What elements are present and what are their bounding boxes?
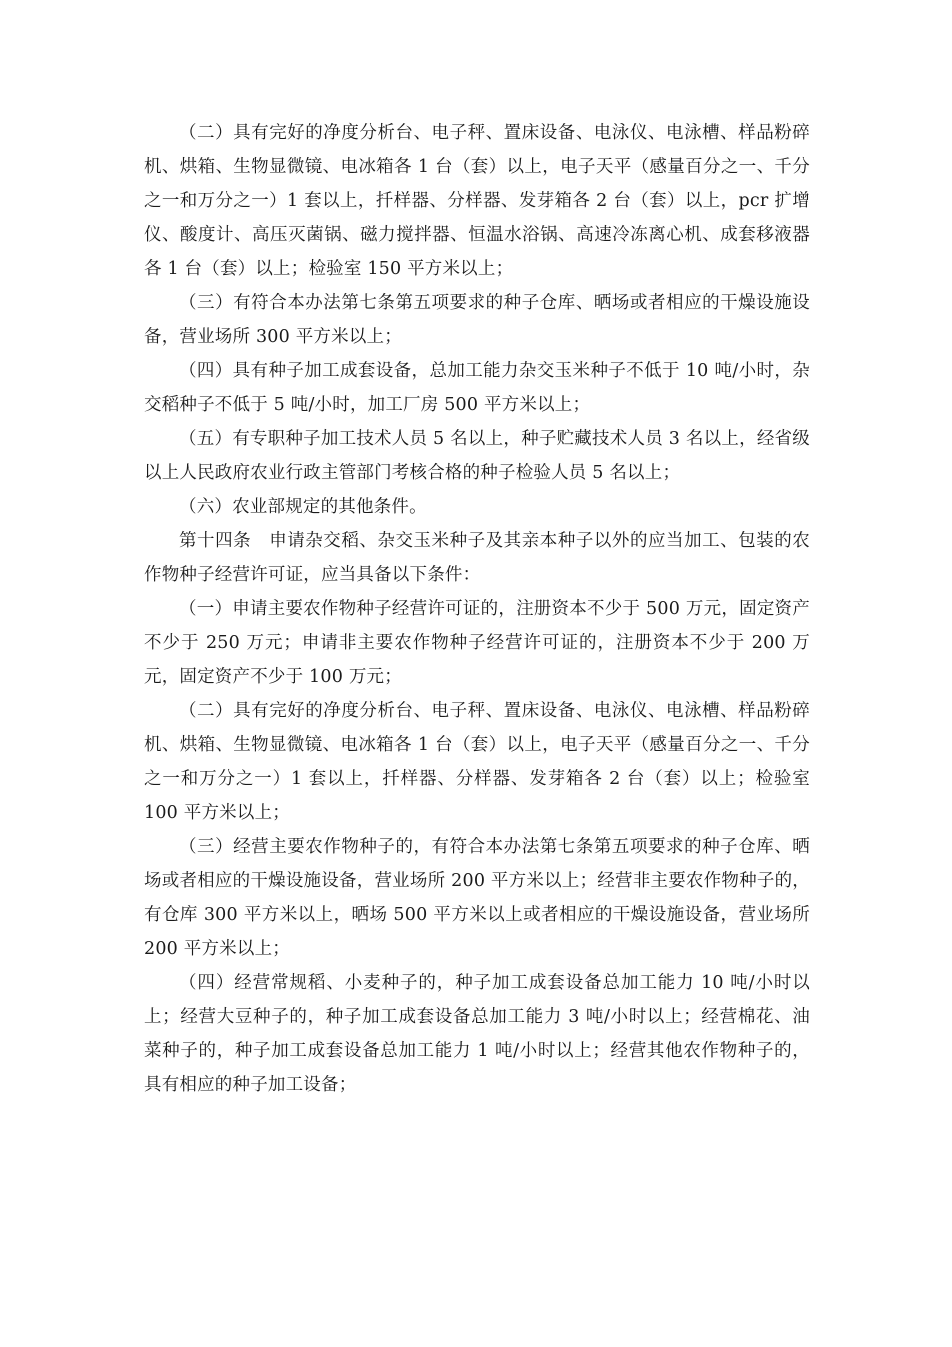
paragraph-equipment-2b: （二）具有完好的净度分析台、电子秤、置床设备、电泳仪、电泳槽、样品粉碎机、烘箱、生物显微镜、电冰箱各 1 台（套）以上，电子天平（感量百分之一、千分之一和万分之一）1 套以上，扦样器、分样器、发芽箱各 2 台（套）以上；检验室 100 平方米以上；	[144, 701, 810, 823]
paragraph-warehouse-3b: （三）经营主要农作物种子的，有符合本办法第七条第五项要求的种子仓库、晒场或者相应的干燥设施设备，营业场所 200 平方米以上；经营非主要农作物种子的，有仓库 300 平方米以上，晒场 500 平方米以上或者相应的干燥设施设备，营业场所 200 平方米以上；	[144, 837, 810, 959]
paragraph-warehouse-3: （三）有符合本办法第七条第五项要求的种子仓库、晒场或者相应的干燥设施设备，营业场所 300 平方米以上；	[144, 293, 810, 347]
paragraph-processing-4: （四）具有种子加工成套设备，总加工能力杂交玉米种子不低于 10 吨/小时，杂交稻种子不低于 5 吨/小时，加工厂房 500 平方米以上；	[144, 361, 810, 415]
document-body	[144, 116, 810, 1102]
paragraph-equipment-2: （二）具有完好的净度分析台、电子秤、置床设备、电泳仪、电泳槽、样品粉碎机、烘箱、生物显微镜、电冰箱各 1 台（套）以上，电子天平（感量百分之一、千分之一和万分之一）1 套以上，扦样器、分样器、发芽箱各 2 台（套）以上，pcr 扩增仪、酸度计、高压灭菌锅、磁力搅拌器、恒温水浴锅、高速冷冻离心机、成套移液器各 1 台（套）以上；检验室 150 平方米以上；	[144, 123, 810, 279]
paragraph-processing-4b: （四）经营常规稻、小麦种子的，种子加工成套设备总加工能力 10 吨/小时以上；经营大豆种子的，种子加工成套设备总加工能力 3 吨/小时以上；经营棉花、油菜种子的，种子加工成套设备总加工能力 1 吨/小时以上；经营其他农作物种子的，具有相应的种子加工设备；	[144, 973, 810, 1095]
paragraph-article-14: 第十四条 申请杂交稻、杂交玉米种子及其亲本种子以外的应当加工、包装的农作物种子经营许可证，应当具备以下条件：	[144, 531, 810, 585]
paragraph-staff-5: （五）有专职种子加工技术人员 5 名以上，种子贮藏技术人员 3 名以上，经省级以上人民政府农业行政主管部门考核合格的种子检验人员 5 名以上；	[144, 429, 810, 483]
paragraph-capital-1: （一）申请主要农作物种子经营许可证的，注册资本不少于 500 万元，固定资产不少于 250 万元；申请非主要农作物种子经营许可证的，注册资本不少于 200 万元，固定资产不少于 100 万元；	[144, 599, 810, 687]
paragraph-other-6: （六）农业部规定的其他条件。	[179, 497, 427, 517]
